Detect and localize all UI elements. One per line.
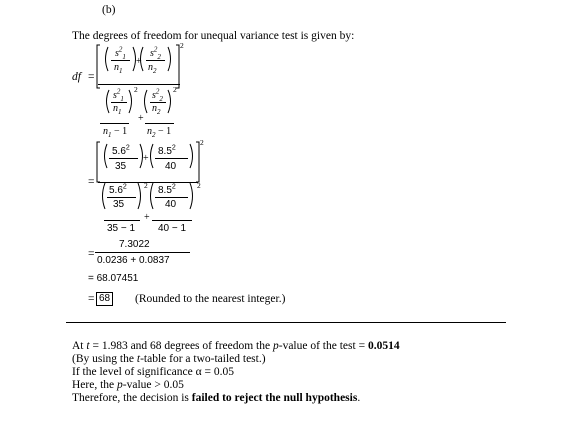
part-label: (b) (102, 4, 116, 16)
fraction-bar (155, 197, 188, 198)
n2-minus-one: $n_2 - 1$ (147, 126, 172, 139)
ttable-note: (By using the t-table for a two-tailed test.) (72, 353, 266, 365)
df-result-box: 68 (96, 292, 113, 306)
plus-sign: + (136, 56, 142, 67)
n1-label: $n_1$ (114, 62, 123, 75)
equals-sign: = (88, 248, 95, 260)
rounding-note: (Rounded to the nearest integer.) (135, 293, 286, 305)
exponent: 2 (173, 85, 177, 94)
exponent: 2 (144, 181, 148, 190)
significance-level: If the level of significance α = 0.05 (72, 366, 234, 378)
outer-square-exponent: 2 (180, 41, 184, 50)
num2-value: $8.5^2$ (158, 183, 176, 196)
main-fraction-bar (98, 84, 180, 85)
fraction-bar (95, 252, 190, 253)
num1-value: $5.6^2$ (109, 183, 127, 196)
n2-label: $n_2$ (148, 62, 157, 75)
exponent: 2 (197, 181, 201, 190)
fraction-bar (100, 123, 129, 124)
simplified-denominator: 0.0236 + 0.0837 (97, 255, 170, 266)
num2-value: $8.5^2$ (158, 144, 176, 157)
df-symbol: df (72, 71, 81, 83)
n1-minus-one: $n_1 - 1$ (103, 126, 128, 139)
fraction-bar (109, 158, 138, 159)
fraction-bar (145, 123, 174, 124)
s1-squared: $s^2_1$ (113, 87, 124, 103)
simplified-numerator: 7.3022 (119, 239, 150, 250)
fraction-bar (111, 60, 130, 61)
outer-square-exponent: 2 (200, 138, 204, 147)
fraction-bar (155, 158, 188, 159)
plus-sign: + (143, 153, 149, 164)
den1-value: 35 (115, 161, 127, 172)
s1-squared: $s^2_1$ (115, 45, 126, 61)
s2-squared: $s^2_2$ (152, 87, 163, 103)
s2-squared: $s^2_2$ (150, 45, 161, 61)
equals-sign: = (88, 71, 95, 83)
pvalue-comparison: Here, the p-value > 0.05 (72, 379, 184, 391)
intro-text: The degrees of freedom for unequal variance test is given by: (72, 30, 355, 42)
den1-value: 35 (113, 199, 125, 210)
num1-value: $5.6^2$ (112, 144, 130, 157)
section-divider (66, 322, 506, 323)
df-a: 35 − 1 (107, 223, 136, 234)
fraction-bar (152, 220, 192, 221)
plus-sign: + (144, 212, 150, 223)
fraction-bar (104, 220, 140, 221)
pvalue-statement: At t = 1.983 and 68 degrees of freedom the p-value of the test = 0.0514 (72, 340, 400, 352)
n2-label: $n_2$ (152, 103, 161, 116)
equals-sign: = (88, 176, 95, 188)
n1-label: $n_1$ (113, 103, 122, 116)
fraction-bar (146, 60, 165, 61)
den2-value: 40 (165, 161, 177, 172)
decision-statement: Therefore, the decision is failed to reject the null hypothesis. (72, 392, 361, 404)
fraction-bar (107, 197, 136, 198)
main-fraction-bar (98, 182, 198, 183)
df-decimal: = 68.07451 (88, 273, 139, 284)
den2-value: 40 (165, 199, 177, 210)
df-b: 40 − 1 (158, 223, 187, 234)
equals-sign: = (88, 293, 95, 305)
plus-sign: + (138, 113, 144, 124)
exponent: 2 (134, 85, 138, 94)
